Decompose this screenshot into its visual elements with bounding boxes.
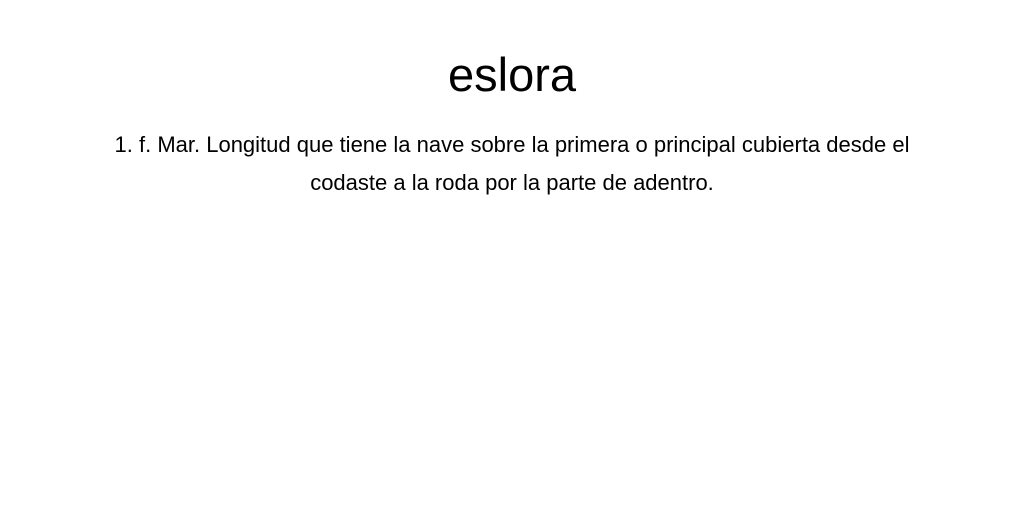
headword: eslora (447, 48, 576, 101)
definition-text: 1. f. Mar. Longitud que tiene la nave sobre la primera o principal cubierta desde el codaste a la roda por la parte de adentro. (114, 132, 910, 195)
